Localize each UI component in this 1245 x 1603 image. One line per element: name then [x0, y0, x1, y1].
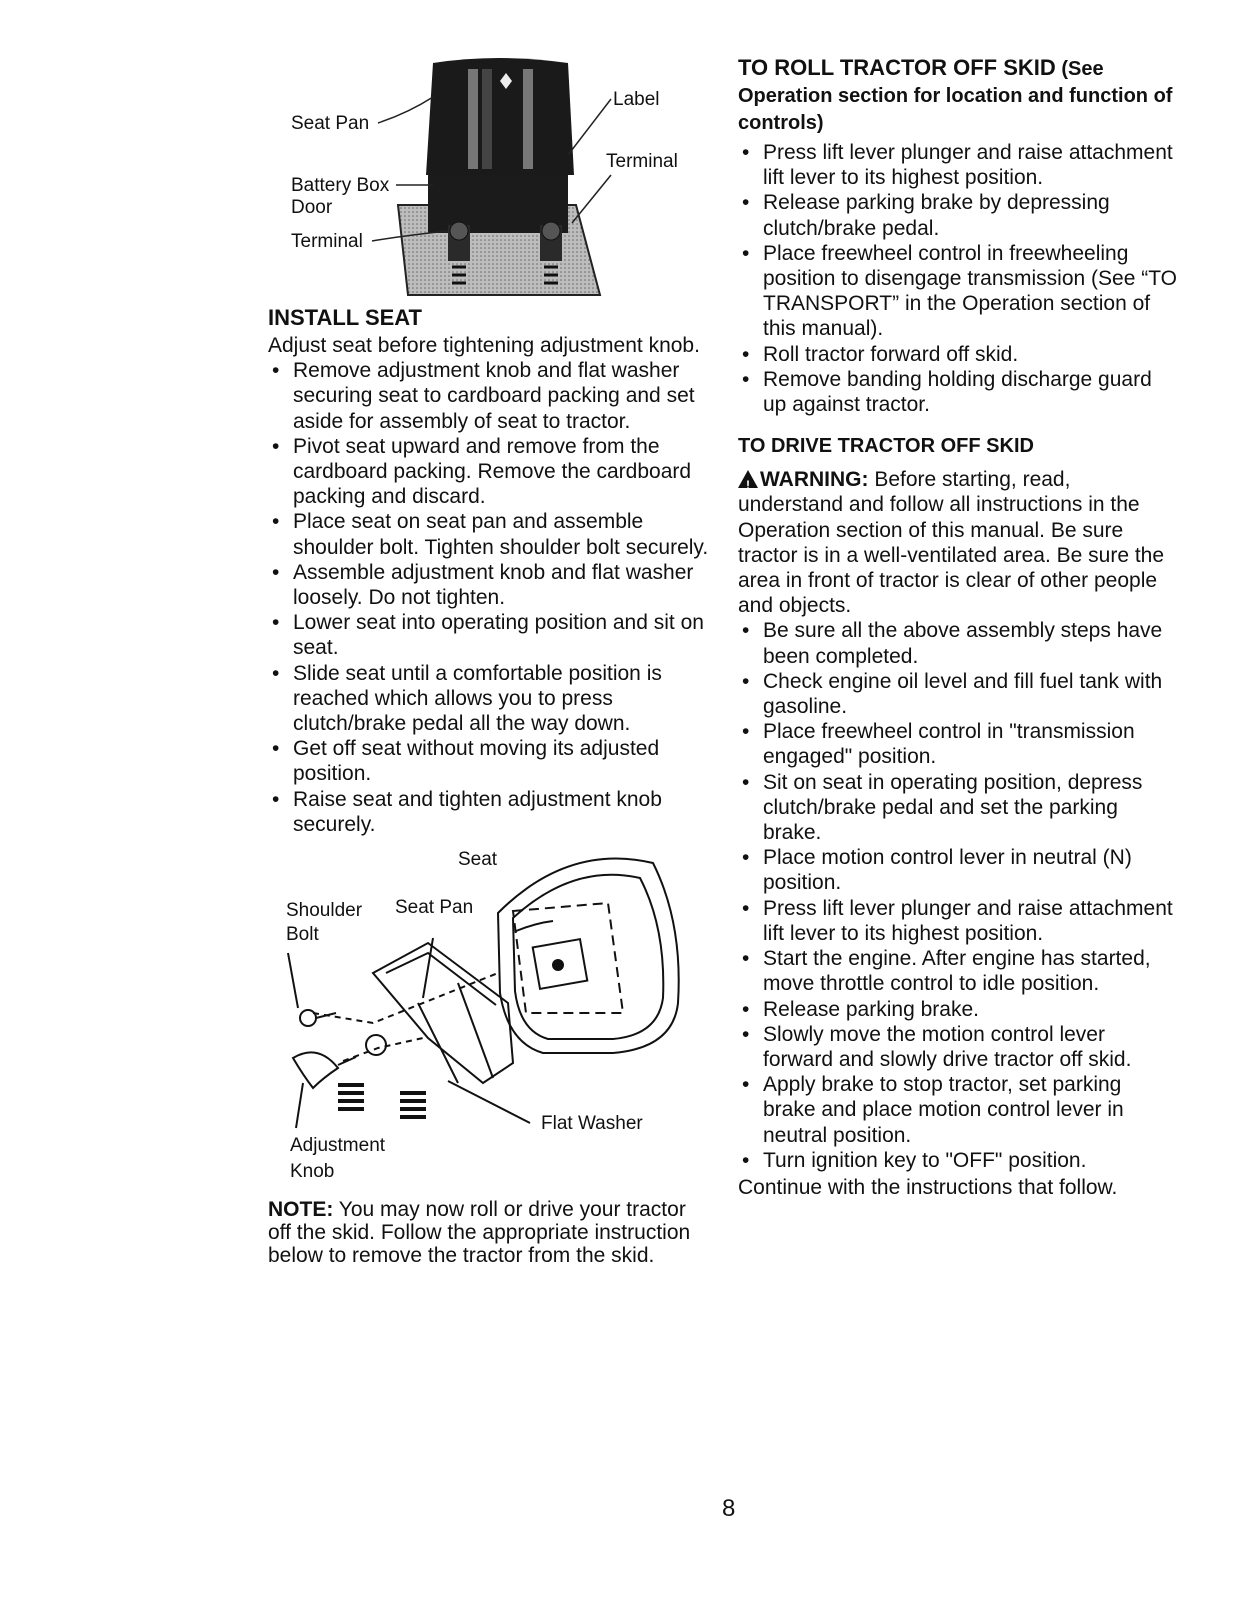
- callout-flat-washer: Flat Washer: [541, 1113, 643, 1135]
- list-item: • Pivot seat upward and remove from the cardboard packing. Remove the cardboard packing and discard.: [268, 434, 713, 510]
- warning-triangle-icon: !: [738, 470, 758, 488]
- drive-off-steps: [738, 618, 1178, 1172]
- list-item: • Place freewheel control in freewheeling position to disengage transmission (See “TO TRANSPORT” in the Operation section of this manual).: [738, 241, 1178, 342]
- list-item: • Slowly move the motion control lever forward and slowly drive tractor off skid.: [738, 1022, 1178, 1072]
- install-seat-heading: INSTALL SEAT: [268, 305, 422, 330]
- install-seat-section: [268, 305, 713, 837]
- callout-seat: Seat: [458, 849, 498, 871]
- list-item: • Assemble adjustment knob and flat washer loosely. Do not tighten.: [268, 560, 713, 610]
- seat-pan-battery-figure: [268, 55, 713, 305]
- list-item: • Release parking brake.: [738, 997, 1178, 1022]
- warning-text: Before starting, read, understand and follow all instructions in the Operation section of this manual. Be sure tractor is in a well-ventilated area. Be sure the area in front of tractor is clear of other people and objects.: [738, 468, 1165, 618]
- list-item: • Turn ignition key to "OFF" position.: [738, 1148, 1178, 1173]
- list-item: • Remove banding holding discharge guard up against tractor.: [738, 367, 1178, 417]
- roll-off-heading-main: TO ROLL TRACTOR OFF SKID: [738, 55, 1056, 80]
- install-seat-steps: [268, 358, 713, 837]
- list-item: • Place freewheel control in "transmission engaged" position.: [738, 719, 1178, 769]
- callout-adjustment-knob: Adjustment Knob: [290, 1135, 386, 1183]
- roll-off-heading: [738, 55, 1178, 136]
- note-label: NOTE:: [268, 1198, 334, 1222]
- roll-off-skid-section: [738, 55, 1178, 417]
- list-item: • Be sure all the above assembly steps have been completed.: [738, 618, 1178, 668]
- drive-off-heading: TO DRIVE TRACTOR OFF SKID: [738, 435, 1034, 458]
- list-item: • Check engine oil level and fill fuel tank with gasoline.: [738, 669, 1178, 719]
- list-item: • Apply brake to stop tractor, set parking brake and place motion control lever in neutral position.: [738, 1072, 1178, 1148]
- list-item: • Press lift lever plunger and raise attachment lift lever to its highest position.: [738, 140, 1178, 190]
- seat-assembly-figure: [268, 843, 713, 1188]
- left-column: [268, 55, 713, 1267]
- closing-instruction: Continue with the instructions that follow.: [738, 1175, 1118, 1199]
- list-item: • Lower seat into operating position and sit on seat.: [268, 610, 713, 660]
- callout-terminal-left: Terminal: [291, 231, 363, 252]
- warning-paragraph: [738, 467, 1178, 618]
- right-column: [738, 55, 1178, 1200]
- list-item: • Roll tractor forward off skid.: [738, 342, 1178, 367]
- list-item: • Place motion control lever in neutral (N) position.: [738, 845, 1178, 895]
- callout-label: Label: [613, 89, 660, 110]
- install-seat-intro: Adjust seat before tightening adjustment knob.: [268, 334, 700, 357]
- list-item: • Get off seat without moving its adjusted position.: [268, 736, 713, 786]
- note-text: You may now roll or drive your tractor off the skid. Follow the appropriate instruction below to remove the tractor from the skid.: [268, 1198, 691, 1268]
- list-item: • Start the engine. After engine has started, move throttle control to idle position.: [738, 946, 1178, 996]
- list-item: • Sit on seat in operating position, depress clutch/brake pedal and set the parking brake.: [738, 770, 1178, 846]
- callout-seat-pan: Seat Pan: [395, 897, 474, 919]
- note-paragraph: [268, 1198, 713, 1267]
- list-item: • Place seat on seat pan and assemble shoulder bolt. Tighten shoulder bolt securely.: [268, 509, 713, 559]
- callout-shoulder-bolt: Shoulder Bolt: [286, 900, 363, 946]
- warning-label: WARNING:: [760, 468, 869, 492]
- list-item: • Slide seat until a comfortable position is reached which allows you to press clutch/brake pedal all the way down.: [268, 661, 713, 737]
- page-number: 8: [722, 1495, 736, 1522]
- list-item: • Raise seat and tighten adjustment knob securely.: [268, 787, 713, 837]
- drive-off-skid-section: [738, 433, 1178, 1200]
- callout-battery-box-door: Battery Box Door: [291, 175, 390, 218]
- callout-seat-pan: Seat Pan: [291, 113, 370, 134]
- list-item: • Remove adjustment knob and flat washer securing seat to cardboard packing and set aside for assembly of seat to tractor.: [268, 358, 713, 434]
- list-item: • Press lift lever plunger and raise attachment lift lever to its highest position.: [738, 896, 1178, 946]
- roll-off-steps: [738, 140, 1178, 417]
- roll-off-heading-paren: (See Operation section for location and function of controls): [738, 58, 1173, 134]
- callout-terminal-right: Terminal: [606, 151, 678, 172]
- list-item: • Release parking brake by depressing clutch/brake pedal.: [738, 190, 1178, 240]
